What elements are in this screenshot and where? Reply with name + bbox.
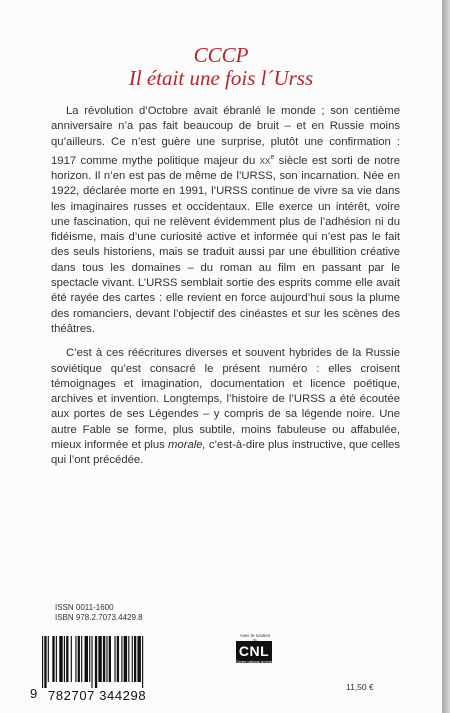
blurb-text: [51, 104, 400, 478]
blurb-paragraph-2: [51, 346, 400, 468]
century-numeral: xx: [259, 154, 271, 167]
price-label: 11,50 €: [346, 682, 374, 692]
barcode: [30, 636, 200, 703]
blurb-p1-start: La révolution d’Octobre avait ébranlé le monde ; son centième anniversaire n’a pas fait beaucoup de bruit – et en Russie moins qu’ailleurs. Ce n’est guère une surprise, plutôt une confirmation : 1917 comme mythe politique majeur du: [51, 105, 400, 167]
blurb-p1-end: siècle est sorti de notre horizon. Il n’en est pas de même de l’URSS, son incarnation. Née en 1922, déclarée morte en 1991, l’URSS continue de vivre sa vie dans les imaginaires russes et occidentaux. Elle exerce un intérêt, voire une fascination, qui ne relèvent évidemment plus de l’adhésion ni du fidéisme, mais d’une curiosité active et informée qui n’est pas le fait des seuls historiens, mais se traduit aussi par une ébullition créative dans tous les domaines – du roman au film en passant par le spectacle vivant. L’URSS semblait sortie des esprits comme elle avait été rayée des cartes : elle revient en force aujourd’hui sous la plume des romanciers, devant l’objectif des cinéastes et sur les scènes des théâtres.: [51, 154, 400, 335]
barcode-first-digit: 9: [30, 686, 38, 701]
cnl-logo-subtext: Centre national du livre: [236, 660, 272, 664]
publication-identifiers: [55, 603, 143, 623]
blurb-paragraph-1: [51, 104, 400, 337]
cnl-support-caption: Avec le soutien: [239, 633, 271, 638]
cnl-logo: [236, 641, 272, 663]
cnl-logo-text: CNL: [238, 643, 270, 659]
cover-title: CCCP: [193, 43, 249, 67]
blurb-emphasis: morale,: [168, 439, 206, 451]
isbn-number: ISBN 978.2.7073.4429.8: [55, 613, 143, 622]
blurb-p2-start: C’est à ces réécritures diverses et souvent hybrides de la Russie soviétique qu’est consacré le présent numéro : elles croisent témoignages et imagination, documentation et licence poétique, archives et invention. Longtemps, l’histoire de l’URSS a été écoutée aux portes de ses Légendes – y compris de sa légende noire. Une autre Fable se forme, plus subtile, moins fabuleuse ou affabulée, mieux informée et plus: [51, 347, 400, 451]
barcode-bars: [40, 636, 190, 688]
barcode-digits: 782707 344298: [48, 688, 147, 703]
cover-page-edge: [442, 0, 450, 713]
cover-subtitle: Il était une fois l´Urss: [128, 66, 314, 90]
issn-number: ISSN 0011-1600: [55, 603, 114, 612]
blurb-p2-end: c’est-à-dire plus instructive, que celles qui l’ont précédée.: [51, 439, 400, 467]
century-superscript: e: [270, 153, 275, 161]
